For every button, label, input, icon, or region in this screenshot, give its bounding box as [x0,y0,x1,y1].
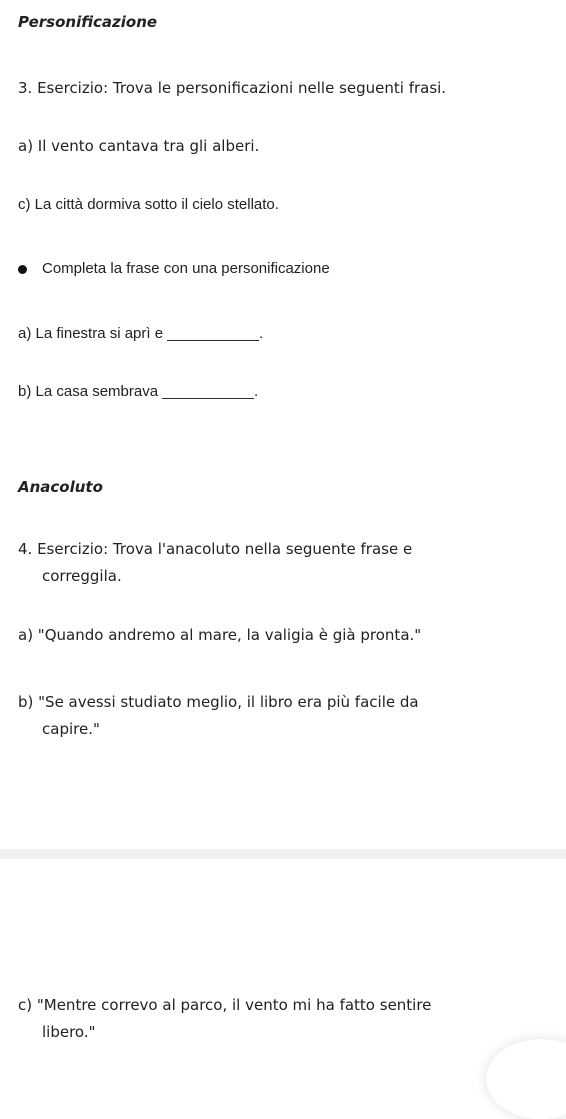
section-title-personificazione: Personificazione [18,13,158,31]
exercise-4-item-b-line2: capire." [42,720,100,738]
exercise-4-item-b-line1: b) "Se avessi studiato meglio, il libro era più facile da [18,693,419,711]
page-separator [0,849,566,859]
exercise-4-prompt-line1: 4. Esercizio: Trova l'anacoluto nella seguente frase e [18,540,413,558]
exercise-3-item-a: a) Il vento cantava tra gli alberi. [18,137,260,155]
completion-item-a: a) La finestra si aprì e ___________. [18,325,264,342]
completion-instruction: Completa la frase con una personificazione [42,260,330,277]
exercise-4-item-a: a) "Quando andremo al mare, la valigia è già pronta." [18,626,422,644]
exercise-3-prompt: 3. Esercizio: Trova le personificazioni nelle seguenti frasi. [18,79,447,97]
exercise-4-prompt-line2: correggila. [42,567,122,585]
bullet-icon [18,265,27,274]
exercise-4-item-c-line1: c) "Mentre correvo al parco, il vento mi ha fatto sentire [18,996,432,1014]
exercise-3-item-c: c) La città dormiva sotto il cielo stellato. [18,196,279,213]
exercise-4-item-c-line2: libero." [42,1023,96,1041]
section-title-anacoluto: Anacoluto [18,478,103,496]
completion-item-b: b) La casa sembrava ___________. [18,383,259,400]
